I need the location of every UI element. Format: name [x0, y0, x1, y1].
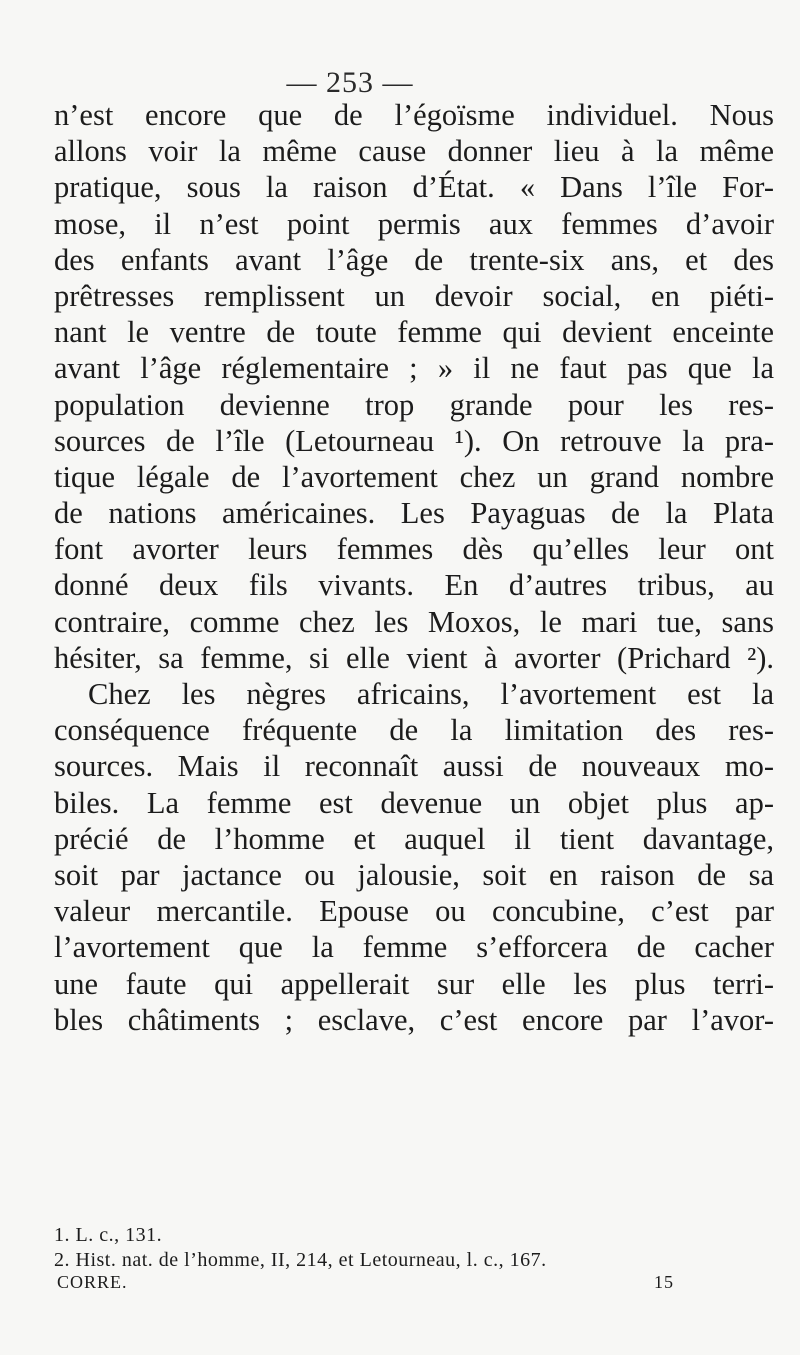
text-line: des enfants avant l’âge de trente-six ans, et des — [54, 242, 774, 277]
text-line: bles châtiments ; esclave, c’est encore par l’avor- — [54, 1002, 774, 1037]
text-line: allons voir la même cause donner lieu à la même — [54, 134, 774, 169]
signature-number: 15 — [654, 1272, 674, 1292]
text-line: de nations américaines. Les Payaguas de la Plata — [54, 496, 774, 531]
text-line: tique légale de l’avortement chez un grand nombre — [54, 459, 774, 494]
footnotes — [54, 1223, 774, 1273]
text-line: hésiter, sa femme, si elle vient à avorter (Prichard ²). — [54, 640, 774, 675]
text-line: mose, il n’est point permis aux femmes d’avoir — [54, 206, 774, 241]
text-line: une faute qui appellerait sur elle les plus terri- — [54, 966, 774, 1001]
body-text — [54, 97, 774, 1038]
text-line: sources. Mais il reconnaît aussi de nouveaux mo- — [54, 749, 774, 784]
signature-author: CORRE. — [57, 1272, 128, 1292]
footnote: 1. L. c., 131. — [54, 1224, 163, 1246]
text-line: prêtresses remplissent un devoir social, en piéti- — [54, 278, 774, 313]
page-number: — 253 — — [286, 66, 414, 99]
text-line: l’avortement que la femme s’efforcera de cacher — [54, 930, 774, 965]
footnote: 2. Hist. nat. de l’homme, II, 214, et Letourneau, l. c., 167. — [54, 1249, 547, 1271]
text-line: nant le ventre de toute femme qui devient enceinte — [54, 315, 774, 350]
text-line: valeur mercantile. Epouse ou concubine, c’est par — [54, 894, 774, 929]
text-line: n’est encore que de l’égoïsme individuel. Nous — [54, 98, 774, 132]
text-line: précié de l’homme et auquel il tient davantage, — [54, 821, 774, 856]
text-line: soit par jactance ou jalousie, soit en raison de sa — [54, 857, 774, 892]
text-line: population devienne trop grande pour les res- — [54, 387, 774, 422]
text-line: biles. La femme est devenue un objet plus ap- — [54, 785, 774, 820]
text-line: pratique, sous la raison d’État. « Dans l’île For- — [54, 170, 774, 205]
text-line: font avorter leurs femmes dès qu’elles leur ont — [54, 532, 774, 567]
text-line: avant l’âge réglementaire ; » il ne faut pas que la — [54, 351, 774, 386]
text-line: sources de l’île (Letourneau ¹). On retrouve la pra- — [54, 423, 774, 458]
text-line: Chez les nègres africains, l’avortement est la — [88, 677, 774, 711]
text-line: contraire, comme chez les Moxos, le mari tue, sans — [54, 604, 774, 639]
text-line: donné deux fils vivants. En d’autres tribus, au — [54, 568, 774, 603]
printer-signature — [54, 1272, 674, 1298]
text-line: conséquence fréquente de la limitation des res- — [54, 713, 774, 748]
